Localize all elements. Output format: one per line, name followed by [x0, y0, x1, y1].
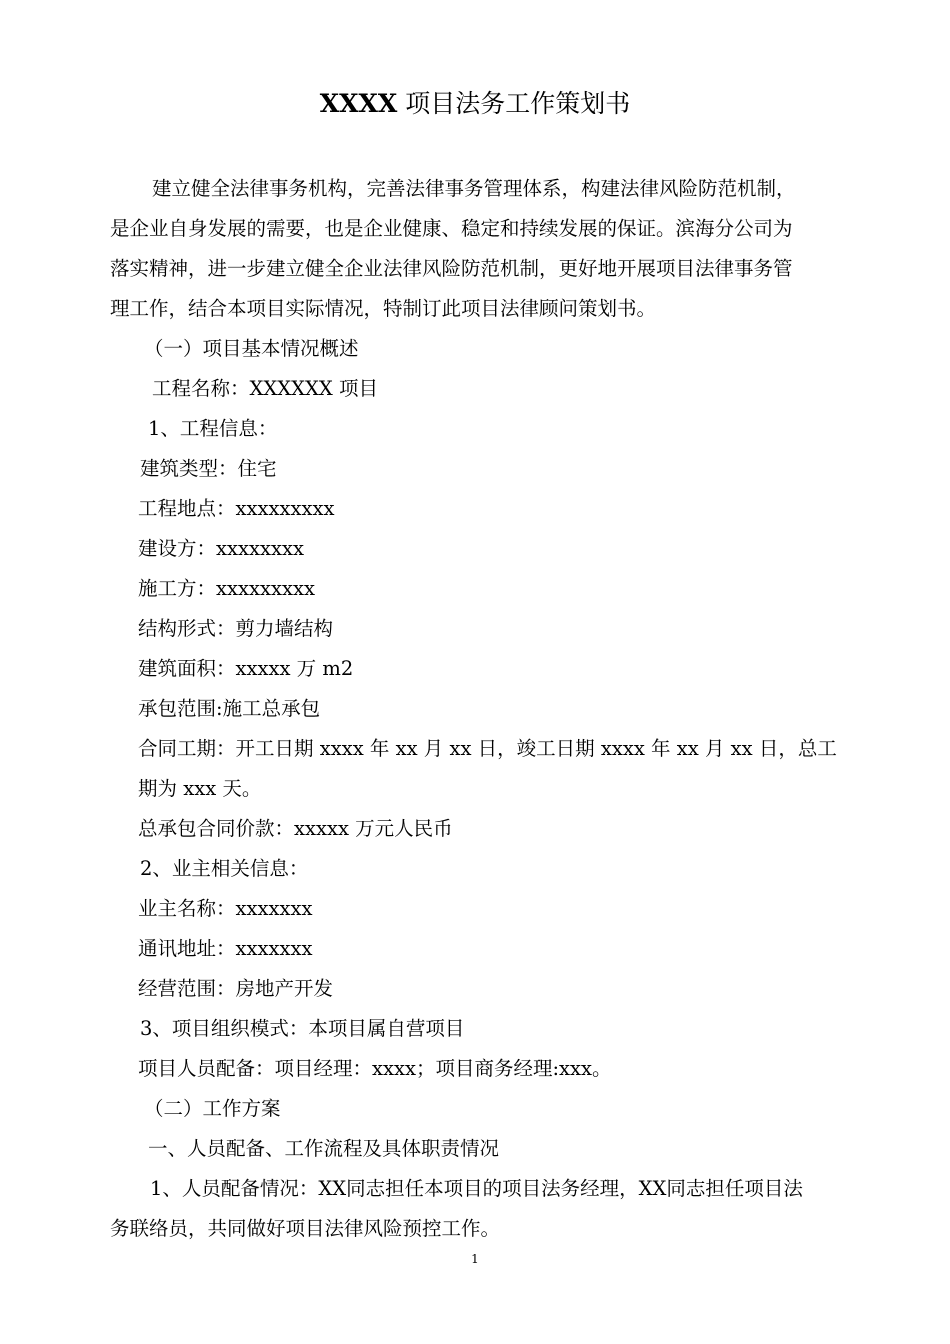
section1-heading: （一）项目基本情况概述: [144, 337, 359, 360]
owner-address: 通讯地址：xxxxxxx: [138, 937, 313, 960]
owner-heading: 2、业主相关信息：: [140, 857, 309, 880]
staff-allocation: 项目人员配备：项目经理：xxxx；项目商务经理:xxx。: [138, 1057, 612, 1080]
section2-heading: （二）工作方案: [144, 1097, 281, 1120]
project-name: 工程名称：XXXXXX 项目: [152, 377, 378, 400]
title-prefix: XXXX: [319, 89, 398, 118]
intro-line-3: 落实精神，进一步建立健全企业法律风险防范机制，更好地开展项目法律事务管: [110, 257, 793, 280]
info-heading: 1、工程信息：: [148, 417, 278, 440]
developer: 建设方：xxxxxxxx: [138, 537, 304, 560]
document-title: [0, 88, 950, 120]
building-area: 建筑面积：xxxxx 万 m2: [138, 657, 354, 680]
staffing-line-2: 务联络员，共同做好项目法律风险预控工作。: [110, 1217, 501, 1240]
section2-subheading: 一、人员配备、工作流程及具体职责情况: [148, 1137, 500, 1160]
staffing-line-1: 1、人员配备情况：XX同志担任本项目的项目法务经理，XX同志担任项目法: [150, 1177, 803, 1200]
contract-scope: 承包范围:施工总承包: [138, 697, 321, 720]
intro-line-2: 是企业自身发展的需要，也是企业健康、稳定和持续发展的保证。滨海分公司为: [110, 217, 793, 240]
schedule-line-2: 期为 xxx 天。: [138, 777, 262, 800]
page-number: 1: [471, 1252, 479, 1266]
schedule-line-1: 合同工期：开工日期 xxxx 年 xx 月 xx 日，竣工日期 xxxx 年 xx 月 xx 日，总工: [138, 737, 837, 760]
owner-name: 业主名称：xxxxxxx: [138, 897, 313, 920]
organization-mode: 3、项目组织模式：本项目属自营项目: [140, 1017, 465, 1040]
contract-price: 总承包合同价款：xxxxx 万元人民币: [138, 817, 453, 840]
owner-business: 经营范围：房地产开发: [138, 977, 334, 1000]
building-type: 建筑类型：住宅: [140, 457, 277, 480]
title-text: 项目法务工作策划书: [397, 89, 631, 118]
project-location: 工程地点：xxxxxxxxx: [138, 497, 335, 520]
intro-line-1: 建立健全法律事务机构，完善法律事务管理体系，构建法律风险防范机制，: [152, 177, 796, 200]
contractor: 施工方：xxxxxxxxx: [138, 577, 315, 600]
structure-type: 结构形式：剪力墙结构: [138, 617, 334, 640]
intro-line-4: 理工作，结合本项目实际情况，特制订此项目法律顾问策划书。: [110, 297, 657, 320]
